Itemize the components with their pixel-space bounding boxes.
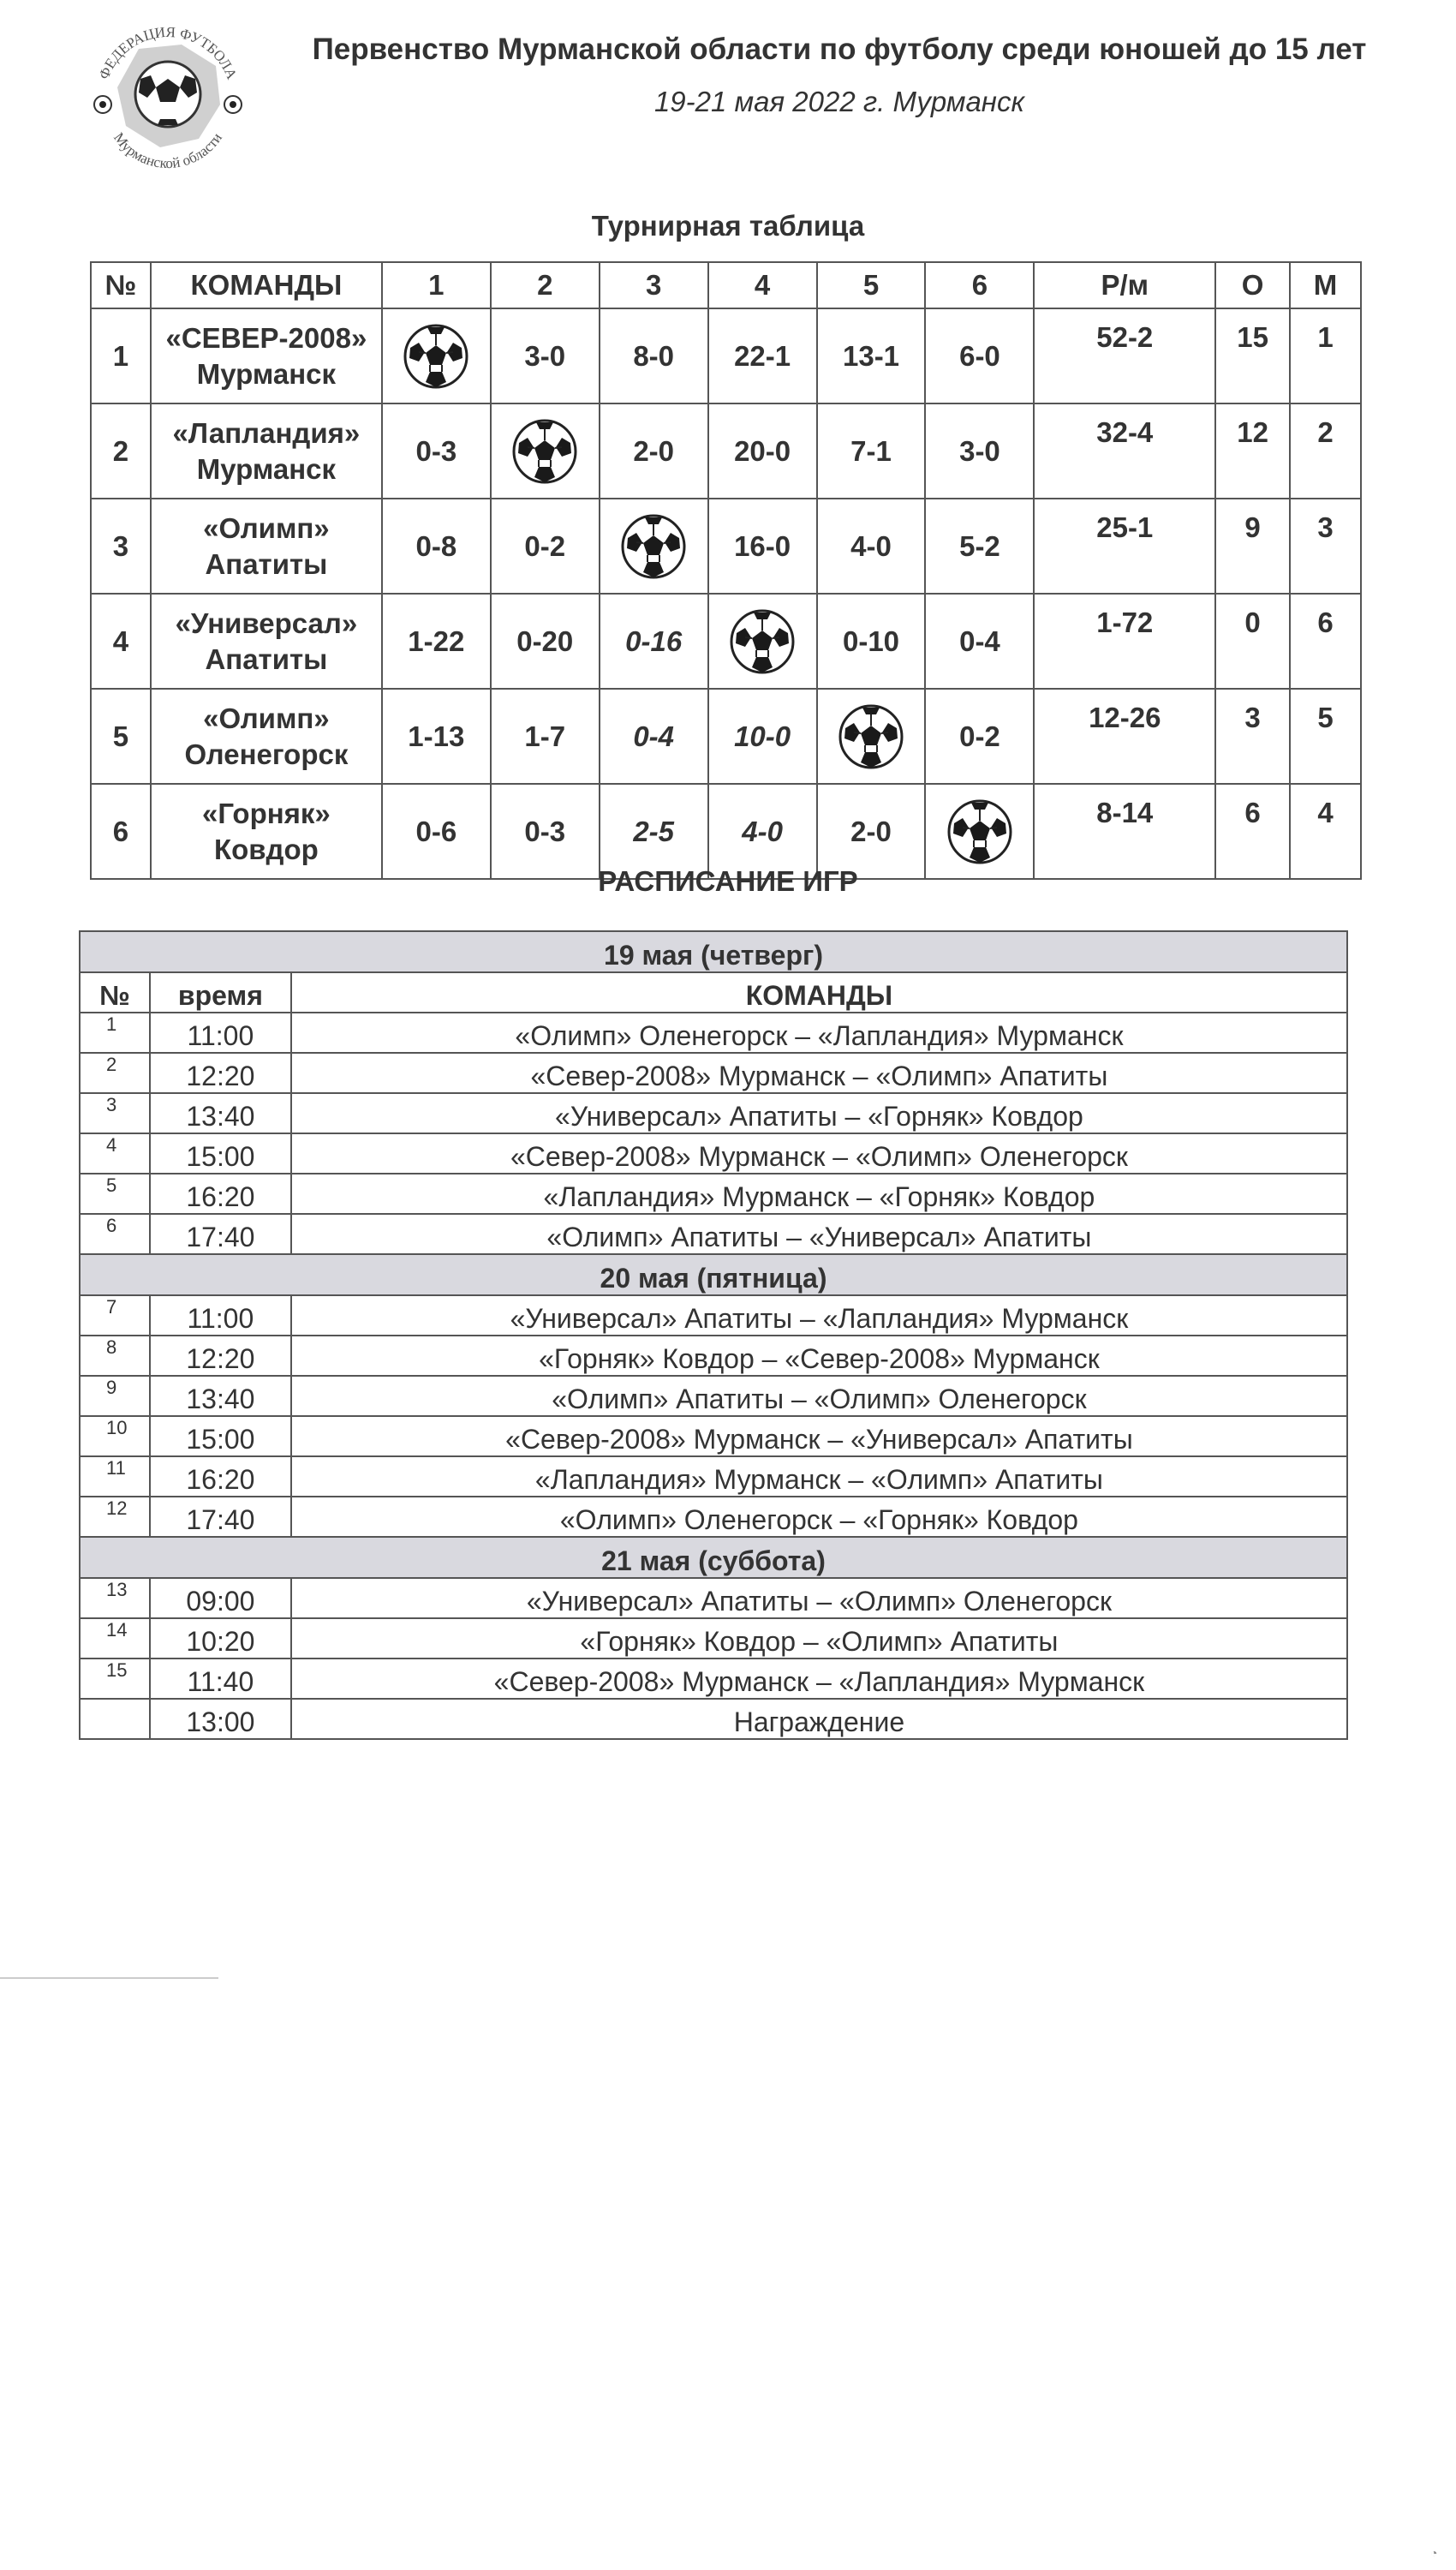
team-name-line2: Мурманск bbox=[196, 452, 337, 485]
score-cell: 0-4 bbox=[600, 689, 708, 784]
score-cell: 5-2 bbox=[925, 499, 1034, 594]
game-time: 12:20 bbox=[150, 1053, 291, 1093]
game-row bbox=[80, 1295, 1347, 1336]
game-row bbox=[80, 1174, 1347, 1214]
team-name-line2: Мурманск bbox=[196, 357, 337, 390]
team-name-line1: «СЕВЕР-2008» bbox=[165, 321, 367, 354]
score-cell: 6-0 bbox=[925, 308, 1034, 403]
place: 4 bbox=[1290, 784, 1361, 879]
place: 1 bbox=[1290, 308, 1361, 403]
row-number: 1 bbox=[91, 308, 151, 403]
game-time: 12:20 bbox=[150, 1336, 291, 1376]
col-teams: КОМАНДЫ bbox=[291, 972, 1347, 1013]
goal-diff: 8-14 bbox=[1034, 784, 1215, 879]
game-number: 13 bbox=[80, 1578, 150, 1618]
team-name bbox=[151, 308, 382, 403]
score-cell: 0-3 bbox=[382, 403, 491, 499]
score-cell: 1-22 bbox=[382, 594, 491, 689]
game-number: 14 bbox=[80, 1618, 150, 1659]
game-match: «Олимп» Апатиты – «Универсал» Апатиты bbox=[291, 1214, 1347, 1254]
team-name-line2: Апатиты bbox=[205, 547, 328, 580]
game-row bbox=[80, 1376, 1347, 1416]
game-match: «Лапландия» Мурманск – «Горняк» Ковдор bbox=[291, 1174, 1347, 1214]
game-time: 17:40 bbox=[150, 1497, 291, 1537]
day-label: 21 мая (суббота) bbox=[80, 1537, 1347, 1578]
team-name bbox=[151, 689, 382, 784]
diagonal-cell bbox=[708, 594, 817, 689]
scan-edge-line bbox=[0, 1977, 218, 1979]
game-number: 15 bbox=[80, 1659, 150, 1699]
score-cell: 0-6 bbox=[382, 784, 491, 879]
row-number: 2 bbox=[91, 403, 151, 499]
standings-row bbox=[91, 308, 1361, 403]
team-name-line1: «Олимп» bbox=[203, 511, 330, 544]
game-time: 13:00 bbox=[150, 1699, 291, 1739]
game-row bbox=[80, 1618, 1347, 1659]
goal-diff: 32-4 bbox=[1034, 403, 1215, 499]
game-row bbox=[80, 1659, 1347, 1699]
game-time: 10:20 bbox=[150, 1618, 291, 1659]
standings-row bbox=[91, 499, 1361, 594]
soccer-ball-icon bbox=[402, 322, 470, 391]
game-row bbox=[80, 1336, 1347, 1376]
game-match: «Универсал» Апатиты – «Олимп» Оленегорск bbox=[291, 1578, 1347, 1618]
score-cell: 20-0 bbox=[708, 403, 817, 499]
game-number: 12 bbox=[80, 1497, 150, 1537]
schedule-header-row bbox=[80, 972, 1347, 1013]
game-match: Награждение bbox=[291, 1699, 1347, 1739]
game-match: «Север-2008» Мурманск – «Универсал» Апатиты bbox=[291, 1416, 1347, 1456]
game-row bbox=[80, 1416, 1347, 1456]
row-number: 6 bbox=[91, 784, 151, 879]
game-number: 11 bbox=[80, 1456, 150, 1497]
place: 2 bbox=[1290, 403, 1361, 499]
place: 3 bbox=[1290, 499, 1361, 594]
team-name bbox=[151, 403, 382, 499]
soccer-ball-icon bbox=[619, 512, 688, 581]
team-name-line1: «Олимп» bbox=[203, 702, 330, 734]
goal-diff: 25-1 bbox=[1034, 499, 1215, 594]
game-time: 15:00 bbox=[150, 1133, 291, 1174]
federation-logo bbox=[79, 19, 257, 173]
document-subtitle: 19-21 мая 2022 г. Мурманск bbox=[653, 86, 1025, 117]
diagonal-cell bbox=[382, 308, 491, 403]
standings-col-header: 1 bbox=[382, 262, 491, 308]
game-match: «Север-2008» Мурманск – «Лапландия» Мурманск bbox=[291, 1659, 1347, 1699]
score-cell: 3-0 bbox=[925, 403, 1034, 499]
game-number: 5 bbox=[80, 1174, 150, 1214]
standings-col-header: 3 bbox=[600, 262, 708, 308]
game-row bbox=[80, 1497, 1347, 1537]
standings-col-header: 6 bbox=[925, 262, 1034, 308]
game-number: 2 bbox=[80, 1053, 150, 1093]
game-match: «Олимп» Апатиты – «Олимп» Оленегорск bbox=[291, 1376, 1347, 1416]
document-title: Первенство Мурманской области по футболу среди юношей до 15 лет bbox=[312, 33, 1367, 66]
standings-col-header: 4 bbox=[708, 262, 817, 308]
goal-diff: 12-26 bbox=[1034, 689, 1215, 784]
game-match: «Лапландия» Мурманск – «Олимп» Апатиты bbox=[291, 1456, 1347, 1497]
standings-col-header: М bbox=[1290, 262, 1361, 308]
score-cell: 0-4 bbox=[925, 594, 1034, 689]
standings-row bbox=[91, 403, 1361, 499]
score-cell: 1-13 bbox=[382, 689, 491, 784]
points: 12 bbox=[1215, 403, 1290, 499]
game-number: 6 bbox=[80, 1214, 150, 1254]
team-name-line2: Апатиты bbox=[205, 642, 328, 675]
game-match: «Универсал» Апатиты – «Горняк» Ковдор bbox=[291, 1093, 1347, 1133]
game-match: «Универсал» Апатиты – «Лапландия» Мурманск bbox=[291, 1295, 1347, 1336]
game-row bbox=[80, 1214, 1347, 1254]
game-time: 15:00 bbox=[150, 1416, 291, 1456]
game-match: «Горняк» Ковдор – «Олимп» Апатиты bbox=[291, 1618, 1347, 1659]
game-row bbox=[80, 1456, 1347, 1497]
score-cell: 0-20 bbox=[491, 594, 600, 689]
diagonal-cell bbox=[600, 499, 708, 594]
schedule-title: РАСПИСАНИЕ ИГР bbox=[598, 865, 858, 897]
col-number: № bbox=[80, 972, 150, 1013]
game-row bbox=[80, 1133, 1347, 1174]
game-match: «Север-2008» Мурманск – «Олимп» Оленегорск bbox=[291, 1133, 1347, 1174]
standings-col-header: 5 bbox=[817, 262, 926, 308]
soccer-ball-icon bbox=[837, 702, 905, 771]
place: 6 bbox=[1290, 594, 1361, 689]
game-match: «Олимп» Оленегорск – «Лапландия» Мурманск bbox=[291, 1013, 1347, 1053]
team-name-line1: «Лапландия» bbox=[172, 416, 361, 449]
score-cell: 0-2 bbox=[925, 689, 1034, 784]
logo-text-top: ФЕДЕРАЦИЯ ФУТБОЛА bbox=[95, 23, 241, 82]
score-cell: 3-0 bbox=[491, 308, 600, 403]
standings-col-header: 2 bbox=[491, 262, 600, 308]
score-cell: 16-0 bbox=[708, 499, 817, 594]
points: 3 bbox=[1215, 689, 1290, 784]
corner-mark: ◔ bbox=[1430, 2546, 1438, 2560]
team-name bbox=[151, 594, 382, 689]
game-row bbox=[80, 1699, 1347, 1739]
score-cell: 2-5 bbox=[600, 784, 708, 879]
score-cell: 7-1 bbox=[817, 403, 926, 499]
goal-diff: 52-2 bbox=[1034, 308, 1215, 403]
team-name-line2: Ковдор bbox=[213, 833, 319, 865]
score-cell: 4-0 bbox=[708, 784, 817, 879]
row-number: 4 bbox=[91, 594, 151, 689]
game-match: «Горняк» Ковдор – «Север-2008» Мурманск bbox=[291, 1336, 1347, 1376]
game-time: 16:20 bbox=[150, 1456, 291, 1497]
score-cell: 4-0 bbox=[817, 499, 926, 594]
soccer-ball-icon bbox=[510, 417, 579, 486]
row-number: 3 bbox=[91, 499, 151, 594]
game-number bbox=[80, 1699, 150, 1739]
game-time: 09:00 bbox=[150, 1578, 291, 1618]
place: 5 bbox=[1290, 689, 1361, 784]
standings-header-row bbox=[91, 262, 1361, 308]
game-row bbox=[80, 1013, 1347, 1053]
game-row bbox=[80, 1053, 1347, 1093]
score-cell: 2-0 bbox=[817, 784, 926, 879]
game-time: 16:20 bbox=[150, 1174, 291, 1214]
logo-text-bottom: Мурманской области bbox=[110, 129, 225, 172]
soccer-ball-icon bbox=[728, 607, 797, 676]
day-row bbox=[80, 931, 1347, 972]
game-match: «Олимп» Оленегорск – «Горняк» Ковдор bbox=[291, 1497, 1347, 1537]
game-number: 10 bbox=[80, 1416, 150, 1456]
diagonal-cell bbox=[491, 403, 600, 499]
row-number: 5 bbox=[91, 689, 151, 784]
points: 9 bbox=[1215, 499, 1290, 594]
standings-row bbox=[91, 594, 1361, 689]
game-row bbox=[80, 1578, 1347, 1618]
team-name bbox=[151, 499, 382, 594]
standings-col-header: Р/м bbox=[1034, 262, 1215, 308]
soccer-ball-icon bbox=[946, 798, 1014, 866]
game-number: 8 bbox=[80, 1336, 150, 1376]
diagonal-cell bbox=[817, 689, 926, 784]
game-time: 13:40 bbox=[150, 1093, 291, 1133]
points: 6 bbox=[1215, 784, 1290, 879]
standings-row bbox=[91, 689, 1361, 784]
standings-table bbox=[90, 261, 1362, 880]
points: 15 bbox=[1215, 308, 1290, 403]
game-time: 11:00 bbox=[150, 1013, 291, 1053]
game-number: 1 bbox=[80, 1013, 150, 1053]
game-number: 7 bbox=[80, 1295, 150, 1336]
game-row bbox=[80, 1093, 1347, 1133]
game-number: 9 bbox=[80, 1376, 150, 1416]
day-label: 20 мая (пятница) bbox=[80, 1254, 1347, 1295]
day-label: 19 мая (четверг) bbox=[80, 931, 1347, 972]
standings-col-header: О bbox=[1215, 262, 1290, 308]
score-cell: 1-7 bbox=[491, 689, 600, 784]
standings-col-header: № bbox=[91, 262, 151, 308]
col-time: время bbox=[150, 972, 291, 1013]
score-cell: 0-8 bbox=[382, 499, 491, 594]
game-time: 11:00 bbox=[150, 1295, 291, 1336]
standings-col-header: КОМАНДЫ bbox=[151, 262, 382, 308]
score-cell: 0-3 bbox=[491, 784, 600, 879]
score-cell: 8-0 bbox=[600, 308, 708, 403]
game-number: 4 bbox=[80, 1133, 150, 1174]
score-cell: 0-10 bbox=[817, 594, 926, 689]
score-cell: 22-1 bbox=[708, 308, 817, 403]
day-row bbox=[80, 1537, 1347, 1578]
team-name-line2: Оленегорск bbox=[184, 738, 349, 770]
score-cell: 10-0 bbox=[708, 689, 817, 784]
score-cell: 13-1 bbox=[817, 308, 926, 403]
game-time: 17:40 bbox=[150, 1214, 291, 1254]
score-cell: 0-16 bbox=[600, 594, 708, 689]
team-name-line1: «Горняк» bbox=[202, 797, 331, 829]
standings-title: Турнирная таблица bbox=[591, 210, 865, 242]
points: 0 bbox=[1215, 594, 1290, 689]
team-name-line1: «Универсал» bbox=[175, 607, 358, 639]
game-time: 13:40 bbox=[150, 1376, 291, 1416]
game-number: 3 bbox=[80, 1093, 150, 1133]
score-cell: 0-2 bbox=[491, 499, 600, 594]
game-time: 11:40 bbox=[150, 1659, 291, 1699]
goal-diff: 1-72 bbox=[1034, 594, 1215, 689]
schedule-table bbox=[79, 930, 1348, 1740]
game-match: «Север-2008» Мурманск – «Олимп» Апатиты bbox=[291, 1053, 1347, 1093]
score-cell: 2-0 bbox=[600, 403, 708, 499]
day-row bbox=[80, 1254, 1347, 1295]
